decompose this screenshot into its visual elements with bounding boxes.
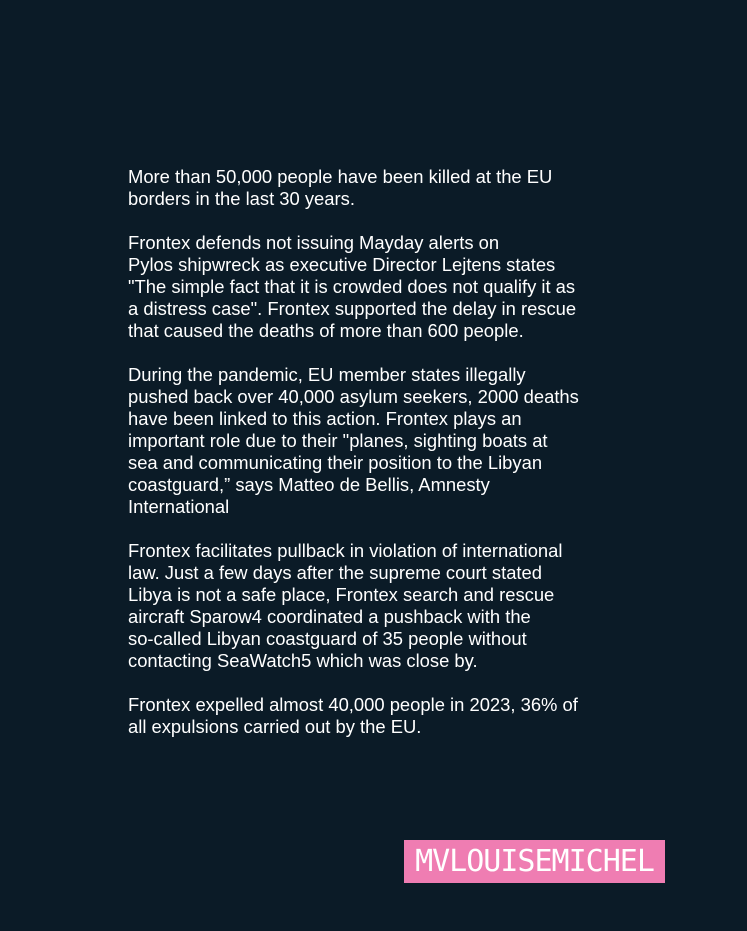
text-block [128, 166, 628, 760]
paragraph-pylos-shipwreck: Frontex defends not issuing Mayday alerts on Pylos shipwreck as executive Director Lejtens states "The simple fact that it is crowded does not qualify it as a distress case". Frontex supported the delay in rescue that caused the deaths of more than 600 people. [128, 232, 577, 341]
paragraph-deaths-at-borders: More than 50,000 people have been killed at the EU borders in the last 30 years. [128, 166, 553, 209]
paragraph-expulsions-2023: Frontex expelled almost 40,000 people in 2023, 36% of all expulsions carried out by the EU. [128, 694, 578, 737]
paragraph-libya-pullback: Frontex facilitates pullback in violation of international law. Just a few days after the supreme court stated Libya is not a safe place, Frontex search and rescue aircraft Sparow4 coordinated a pushback with the so-called Libyan coastguard of 35 people without contacting SeaWatch5 which was close by. [128, 540, 563, 671]
paragraph-pandemic-pushbacks: During the pandemic, EU member states illegally pushed back over 40,000 asylum seekers, 2000 deaths have been linked to this action. Frontex plays an important role due to their "planes, sighting boats at sea and communicating their position to the Libyan coastguard,” says Matteo de Bellis, Amnesty International [128, 364, 579, 517]
brand-badge [404, 840, 665, 883]
brand-label: MVLOUISEMICHEL [415, 843, 654, 879]
